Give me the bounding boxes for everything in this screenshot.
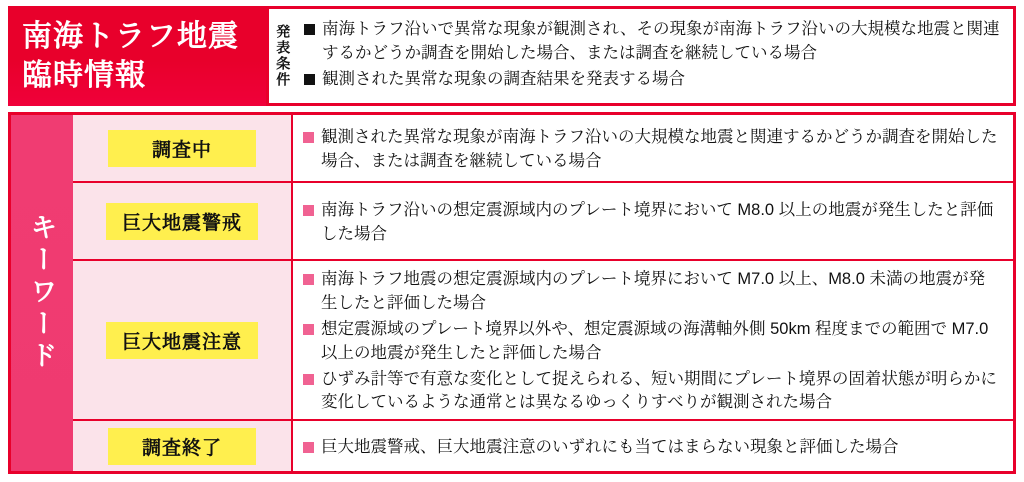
condition-item [304,18,1003,66]
square-bullet-icon [304,74,315,85]
header-banner [8,6,1016,106]
description-text: 南海トラフ地震の想定震源域内のプレート境界において M7.0 以上、M8.0 未満の地震が発生したと評価した場合 [321,270,985,312]
square-bullet-icon [303,442,314,453]
keyword-chip: 巨大地震注意 [106,322,258,359]
description-text: 観測された異常な現象が南海トラフ沿いの大規模な地震と関連するかどうか調査を開始した場合、または調査を継続している場合 [321,128,998,170]
description-item [303,368,1001,415]
table-row [73,261,1013,421]
condition-item-text: 観測された異常な現象の調査結果を発表する場合 [322,69,685,88]
keyword-description-cell [291,183,1013,259]
description-text: 巨大地震警戒、巨大地震注意のいずれにも当てはまらない現象と評価した場合 [321,437,899,456]
keyword-label-cell [73,115,291,181]
keyword-label-cell [73,421,291,471]
page-title-line-1: 南海トラフ地震 [22,20,239,53]
description-item [303,436,1001,459]
keyword-chip: 調査中 [108,130,256,167]
keyword-rows [73,115,1013,471]
table-row [73,115,1013,183]
square-bullet-icon [303,132,314,143]
condition-label [266,6,296,106]
square-bullet-icon [303,324,314,335]
square-bullet-icon [303,374,314,385]
keyword-chip: 巨大地震警戒 [106,203,258,240]
keyword-label-cell [73,183,291,259]
description-item [303,318,1001,365]
keyword-description-cell [291,261,1013,419]
page-title [8,6,266,106]
description-item [303,199,1001,246]
keyword-label-cell [73,261,291,419]
description-text: 南海トラフ沿いの想定震源域内のプレート境界において M8.0 以上の地震が発生したと評価した場合 [321,201,994,243]
description-item [303,268,1001,315]
description-text: ひずみ計等で有意な変化として捉えられる、短い期間にプレート境界の固着状態が明らかに変化しているような通常とは異なるゆっくりすべりが観測された場合 [321,369,997,412]
page-title-line-2: 臨時情報 [22,59,146,92]
keyword-chip: 調査終了 [108,428,256,465]
square-bullet-icon [303,205,314,216]
square-bullet-icon [303,274,314,285]
description-item [303,126,1001,173]
keyword-column-header [11,115,73,471]
condition-list [296,6,1016,106]
square-bullet-icon [304,24,315,35]
keyword-description-cell [291,421,1013,471]
condition-item [304,68,1003,92]
keyword-column-label: キーワード [26,213,57,373]
condition-item-text: 南海トラフ沿いで異常な現象が観測され、その現象が南海トラフ沿いの大規模な地震と関連するかどうか調査を開始した場合、または調査を継続している場合 [322,20,1000,62]
table-row [73,421,1013,471]
table-row [73,183,1013,261]
keyword-table [8,112,1016,474]
description-text: 想定震源域のプレート境界以外や、想定震源域の海溝軸外側 50km 程度までの範囲で M7.0 以上の地震が発生したと評価した場合 [321,320,989,362]
condition-label-text: 発表条件 [275,24,292,88]
keyword-description-cell [291,115,1013,181]
